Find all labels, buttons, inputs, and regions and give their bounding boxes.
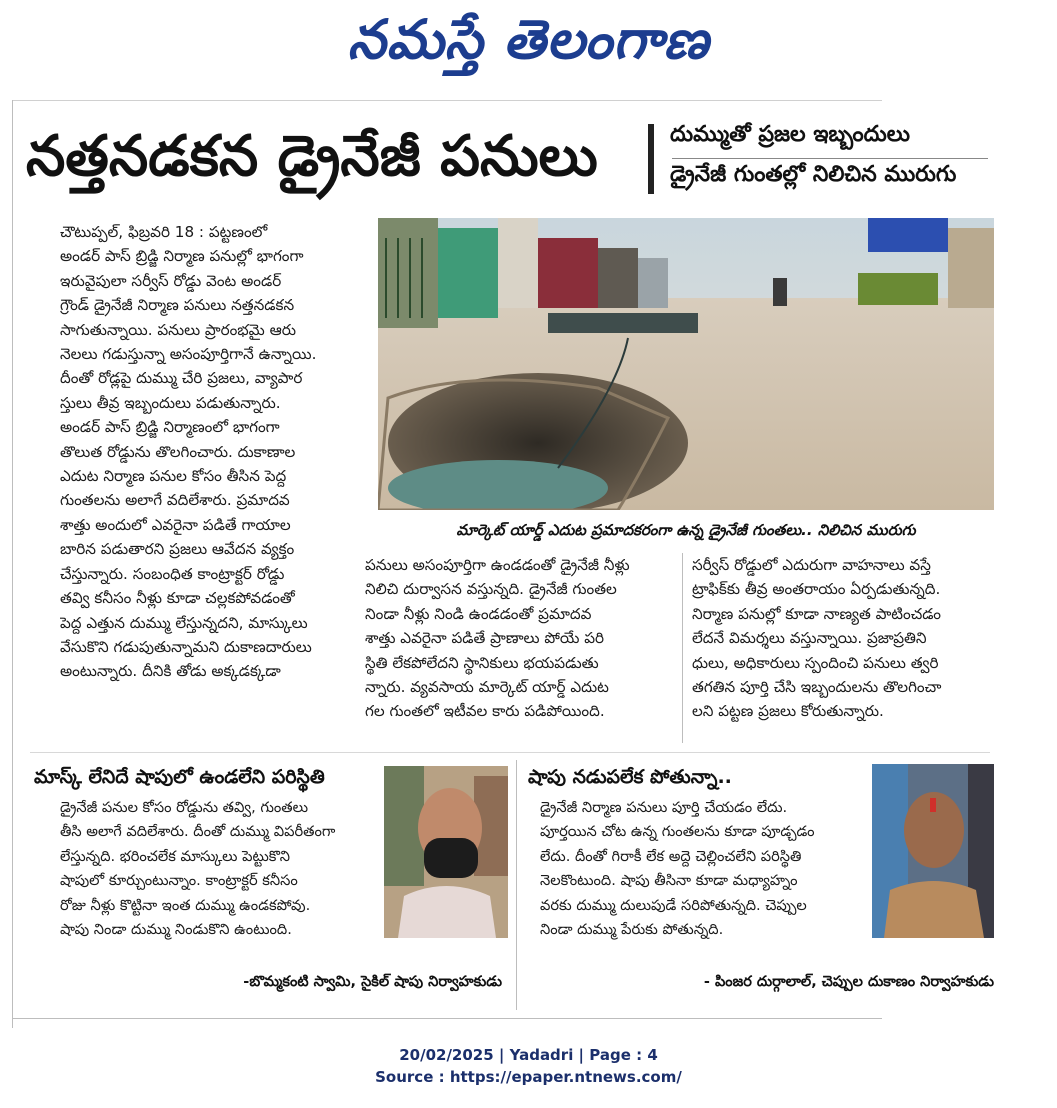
text-line: లేదనే విమర్శలు వస్తున్నాయి. ప్రజాప్రతిని <box>692 629 927 648</box>
top-divider <box>12 100 882 101</box>
drainage-pit-photo <box>378 218 994 510</box>
text-line: నిండా నీళ్లు నిండి ఉండడంతో ప్రమాదవ <box>365 604 592 623</box>
text-line: తీసి అలాగే వదిలేశారు. దీంతో దుమ్ము విపరీతంగా <box>60 823 336 841</box>
article-column-3 <box>692 553 992 724</box>
text-line: దీంతో రోడ్లపై దుమ్ము చేరి ప్రజలు, వ్యాపార <box>60 369 303 388</box>
text-line: శాత్తు ఎవరైనా పడితే ప్రాణాలు పోయే పరి <box>365 629 605 648</box>
column-divider <box>682 553 683 743</box>
box-vertical-divider <box>516 760 517 1010</box>
text-line: అండర్ పాస్ బ్రిడ్జి నిర్మాణ పనుల్లో భాగంగా <box>60 247 304 266</box>
box2-heading: షాపు నడుపలేక పోతున్నా.. <box>528 766 732 788</box>
footer-source: Source : https://epaper.ntnews.com/ <box>375 1068 682 1086</box>
text-line: సాగుతున్నాయి. పనులు ప్రారంభమై ఆరు <box>60 320 296 339</box>
deck-line-2: డ్రైనేజీ గుంతల్లో నిలిచిన మురుగు <box>670 162 957 187</box>
text-line: చౌటుప్పల్, ఫిబ్రవరి 18 : పట్టణంలో <box>60 223 268 241</box>
text-line: ట్రాఫిక్‌కు తీవ్ర అంతరాయం ఏర్పడుతున్నది. <box>692 580 941 599</box>
text-line: తొలుత రోడ్డును తొలగించారు. దుకాణాల <box>60 442 296 461</box>
text-line: నిర్మాణ పనుల్లో కూడా నాణ్యత పాటించడం <box>692 604 941 623</box>
text-line: డ్రైనేజీ పనుల కోసం రోడ్డును తవ్వి, గుంతలు <box>60 799 309 816</box>
text-line: గుంతలను అలాగే వదిలేశారు. ప్రమాదవ <box>60 491 290 510</box>
text-line: న్నారు. వ్యవసాయ మార్కెట్ యార్డ్ ఎదుట <box>365 678 609 697</box>
text-line: నిండా దుమ్ము పేరుకు పోతున్నది. <box>540 921 724 939</box>
text-line: లేదు. దీంతో గిరాకీ లేక అద్దె చెల్లించలేని పరిస్థితి <box>540 847 802 865</box>
text-line: సర్వీస్ రోడ్డులో ఎదురుగా వాహనాలు వస్తే <box>692 556 931 574</box>
box1-body <box>60 796 372 942</box>
person-photo-icon <box>872 764 994 938</box>
text-line: గ్రౌండ్ డ్రైనేజీ నిర్మాణ పనులు నత్తనడకన <box>60 296 295 315</box>
masthead-logo: నమస్తే తెలంగాణ <box>347 8 710 71</box>
box-divider-top <box>30 752 990 753</box>
text-line: నిలిచి దుర్వాసన వస్తున్నది. డ్రైనేజీ గుంతల <box>365 580 617 599</box>
text-line: డ్రైనేజీ నిర్మాణ పనులు పూర్తి చేయడం లేదు. <box>540 799 788 816</box>
text-line: ధులు, అధికారులు స్పందించి పనులు త్వరి <box>692 653 939 672</box>
person-photo-icon <box>384 766 508 938</box>
text-line: షాపు నిండా దుమ్ము నిండుకొని ఉంటుంది. <box>60 921 292 939</box>
box1-heading: మాస్క్ లేనిదే షాపులో ఉండలేని పరిస్థితి <box>34 766 325 788</box>
portrait-durgalal <box>872 764 994 938</box>
photo-caption: మార్కెట్ యార్డ్ ఎదుట ప్రమాదకరంగా ఉన్న డ్రైనేజీ గుంతలు.. నిలిచిన మురుగు <box>456 521 916 539</box>
text-line: పనులు అసంపూర్తిగా ఉండడంతో డ్రైనేజీ నీళ్లు <box>365 556 630 574</box>
article-column-1 <box>60 220 368 684</box>
text-line: లేస్తున్నది. భరించలేక మాస్కులు పెట్టుకొని <box>60 847 290 865</box>
text-line: ఎదుట నిర్మాణ పనుల కోసం తీసిన పెద్ద <box>60 467 287 486</box>
text-line: పెద్ద ఎత్తున దుమ్ము లేస్తున్నదని, మాస్కులు <box>60 613 308 632</box>
footer-date-page: 20/02/2025 | Yadadri | Page : 4 <box>399 1046 658 1064</box>
text-line: స్తులు తీవ్ర ఇబ్బందులు పడుతున్నారు. <box>60 393 281 412</box>
text-line: పూర్తయిన చోట ఉన్న గుంతలను కూడా పూడ్చడం <box>540 823 815 841</box>
headline: నత్తనడకన డ్రైనేజీ పనులు <box>26 124 598 189</box>
text-line: ఇరువైపులా సర్వీస్ రోడ్డు వెంట అండర్ <box>60 271 282 290</box>
text-line: చేస్తున్నారు. సంబంధిత కాంట్రాక్టర్ రోడ్డు <box>60 564 285 583</box>
deck-separator <box>672 158 988 159</box>
text-line: నెలకొంటుంది. షాపు తీసినా కూడా మధ్యాహ్నం <box>540 872 798 890</box>
box2-body <box>540 796 860 942</box>
text-line: రోజు నీళ్లు కొట్టినా ఇంత దుమ్ము ఉండకపోవు. <box>60 896 311 914</box>
text-line: అంటున్నారు. దీనికి తోడు అక్కడక్కడా <box>60 662 281 681</box>
text-line: వేసుకొని గడుపుతున్నామని దుకాణదారులు <box>60 637 312 656</box>
text-line: బారిన పడుతారని ప్రజలు ఆవేదన వ్యక్తం <box>60 540 295 559</box>
text-line: గల గుంతలో ఇటీవల కారు పడిపోయింది. <box>365 702 605 721</box>
headline-divider <box>648 124 654 194</box>
deck-line-1: దుమ్ముతో ప్రజల ఇబ్బందులు <box>670 122 911 147</box>
box1-byline: -బొమ్మకంటి స్వామి, సైకిల్ షాపు నిర్వాహకుడు <box>243 974 502 990</box>
text-line: స్థితి లేకపోలేదని స్థానికులు భయపడుతు <box>365 653 599 672</box>
bottom-rule <box>12 1018 882 1019</box>
text-line: లని పట్టణ ప్రజలు కోరుతున్నారు. <box>692 702 884 721</box>
text-line: తగతిన పూర్తి చేసి ఇబ్బందులను తొలగించా <box>692 678 942 697</box>
text-line: వరకు దుమ్ము దులుపుడే సరిపోతున్నది. చెప్పుల <box>540 896 807 914</box>
box2-byline: - పింజర దుర్గాలాల్, చెప్పుల దుకాణం నిర్వాహకుడు <box>703 974 994 990</box>
text-line: అండర్ పాస్ బ్రిడ్జి నిర్మాణంలో భాగంగా <box>60 418 280 437</box>
text-line: నెలలు గడుస్తున్నా అసంపూర్తిగానే ఉన్నాయి. <box>60 345 317 364</box>
portrait-swamy <box>384 766 508 938</box>
text-line: షాపులో కూర్చుంటున్నాం. కాంట్రాక్టర్ కనీసం <box>60 872 298 890</box>
left-margin-rule <box>12 100 13 1028</box>
text-line: శాత్తు అందులో ఎవరైనా పడితే గాయాల <box>60 515 291 534</box>
text-line: తవ్వి కనీసం నీళ్లు కూడా చల్లకపోవడంతో <box>60 589 295 608</box>
news-photo <box>378 218 994 510</box>
article-column-2 <box>365 553 673 724</box>
